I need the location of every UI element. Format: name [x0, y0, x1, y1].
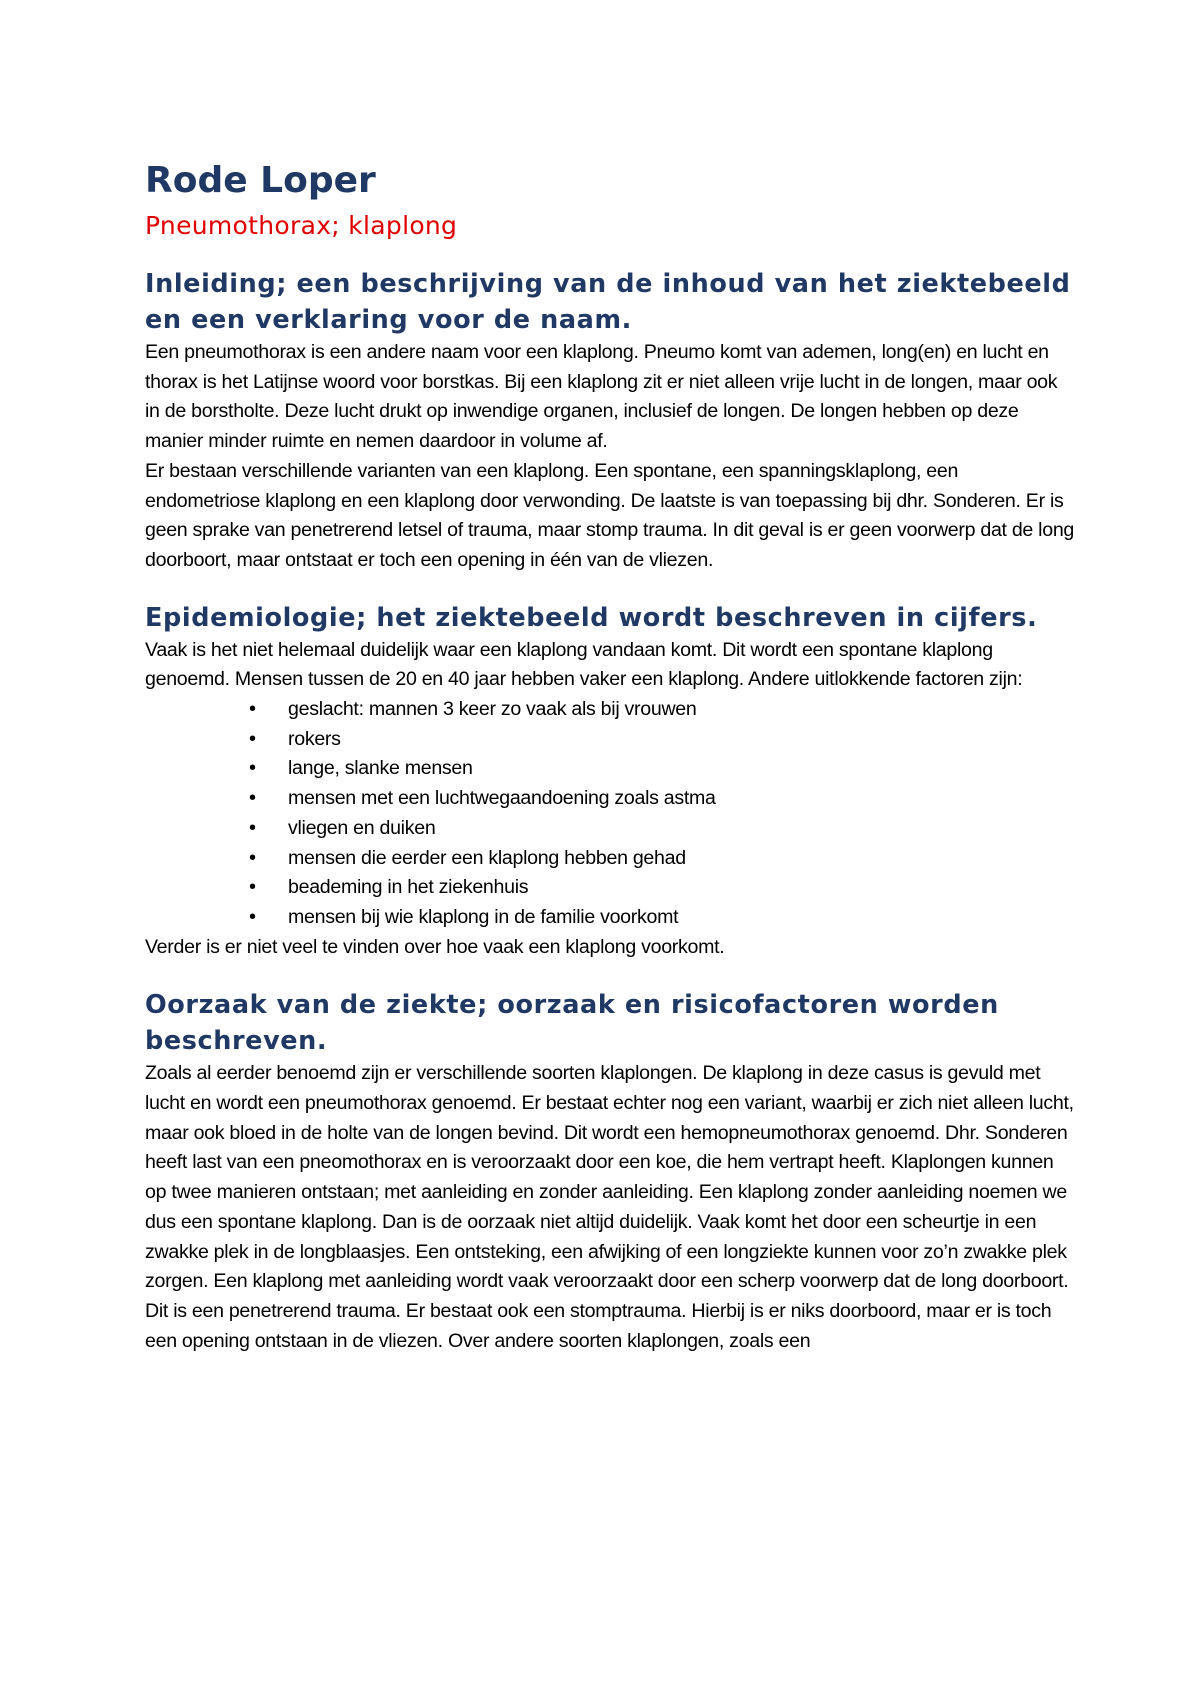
list-item	[249, 844, 1075, 874]
section-oorzaak	[145, 987, 1075, 1356]
bullet-icon: •	[249, 876, 256, 899]
bullet-icon: •	[249, 757, 256, 780]
bullet-icon: •	[249, 787, 256, 810]
section-inleiding	[145, 266, 1075, 576]
list-item-text: mensen die eerder een klaplong hebben gehad	[288, 846, 686, 869]
list-item	[249, 725, 1075, 755]
list-item	[249, 754, 1075, 784]
section-heading-rest: een beschrijving van de inhoud van het ziektebeeld en een verklaring voor de naam.	[145, 269, 1071, 335]
bullet-icon: •	[249, 846, 256, 869]
paragraph: Er bestaan verschillende varianten van een klaplong. Een spontane, een spanningsklaplong, een endometriose klaplong en een klaplong door verwonding. De laatste is van toepassing bij dhr. Sonderen. Er is geen sprake van penetrerend letsel of trauma, maar stomp trauma. In dit geval is er geen voorwerp dat de long doorboort, maar ontstaat er toch een opening in één van de vliezen.	[145, 459, 1075, 571]
section-heading-strong: Epidemiologie;	[145, 602, 367, 633]
section-heading-strong: Oorzaak van de ziekte;	[145, 990, 488, 1021]
list-item-text: geslacht: mannen 3 keer zo vaak als bij vrouwen	[288, 698, 697, 721]
document-title: Rode Loper	[145, 160, 376, 201]
section-heading-rest: het ziektebeeld wordt beschreven in cijfers.	[366, 602, 1038, 633]
list-item-text: mensen bij wie klaplong in de familie voorkomt	[288, 905, 679, 928]
list-item	[249, 784, 1075, 814]
list-item-text: vliegen en duiken	[288, 816, 436, 839]
paragraph: Verder is er niet veel te vinden over hoe vaak een klaplong voorkomt.	[145, 935, 725, 958]
bullet-icon: •	[249, 698, 256, 721]
section-heading-strong: Inleiding;	[145, 269, 288, 299]
list-item	[249, 873, 1075, 903]
section-epidemiologie	[145, 600, 1075, 963]
list-item	[249, 814, 1075, 844]
paragraph: Vaak is het niet helemaal duidelijk waar een klaplong vandaan komt. Dit wordt een spontane klaplong genoemd. Mensen tussen de 20 en 40 jaar hebben vaker een klaplong. Andere uitlokkende factoren zijn:	[145, 638, 1023, 691]
list-item-text: lange, slanke mensen	[288, 757, 473, 780]
list-item	[249, 695, 1075, 725]
bullet-icon: •	[249, 816, 256, 839]
list-item-text: mensen met een luchtwegaandoening zoals astma	[288, 787, 716, 810]
paragraph: Een pneumothorax is een andere naam voor een klaplong. Pneumo komt van ademen, long(en) en lucht en thorax is het Latijnse woord voor borstkas. Bij een klaplong zit er niet alleen vrije lucht in de longen, maar ook in de borstholte. Deze lucht drukt op inwendige organen, inclusief de longen. De longen hebben op deze manier minder ruimte en nemen daardoor in volume af.	[145, 341, 1058, 453]
list-item	[249, 903, 1075, 933]
document-subtitle: Pneumothorax; klaplong	[145, 211, 458, 240]
bullet-icon: •	[249, 727, 256, 750]
section-heading	[145, 987, 1075, 1059]
section-heading-rest: oorzaak en risicofactoren worden beschreven.	[145, 990, 999, 1057]
risk-factor-list	[145, 695, 1075, 933]
section-heading	[145, 600, 1075, 636]
document-page	[145, 160, 1075, 1356]
bullet-icon: •	[249, 905, 256, 928]
list-item-text: beademing in het ziekenhuis	[288, 876, 529, 899]
section-heading	[145, 266, 1075, 338]
list-item-text: rokers	[288, 727, 341, 750]
paragraph: Zoals al eerder benoemd zijn er verschillende soorten klaplongen. De klaplong in deze casus is gevuld met lucht en wordt een pneumothorax genoemd. Er bestaat echter nog een variant, waarbij er zich niet alleen lucht, maar ook bloed in de holte van de longen bevind. Dit wordt een hemopneumothorax genoemd. Dhr. Sonderen heeft last van een pneomothorax en is veroorzaakt door een koe, die hem vertrapt heeft. Klaplongen kunnen op twee manieren ontstaan; met aanleiding en zonder aanleiding. Een klaplong zonder aanleiding noemen we dus een spontane klaplong. Dan is de oorzaak niet altijd duidelijk. Vaak komt het door een scheurtje in een zwakke plek in de longblaasjes. Een ontsteking, een afwijking of een longziekte kunnen voor zo’n zwakke plek zorgen. Een klaplong met aanleiding wordt vaak veroorzaakt door een scherp voorwerp dat de long doorboort. Dit is een penetrerend trauma. Er bestaat ook een stomptrauma. Hierbij is er niks doorboord, maar er is toch een opening ontstaan in de vliezen. Over andere soorten klaplongen, zoals een	[145, 1062, 1074, 1352]
